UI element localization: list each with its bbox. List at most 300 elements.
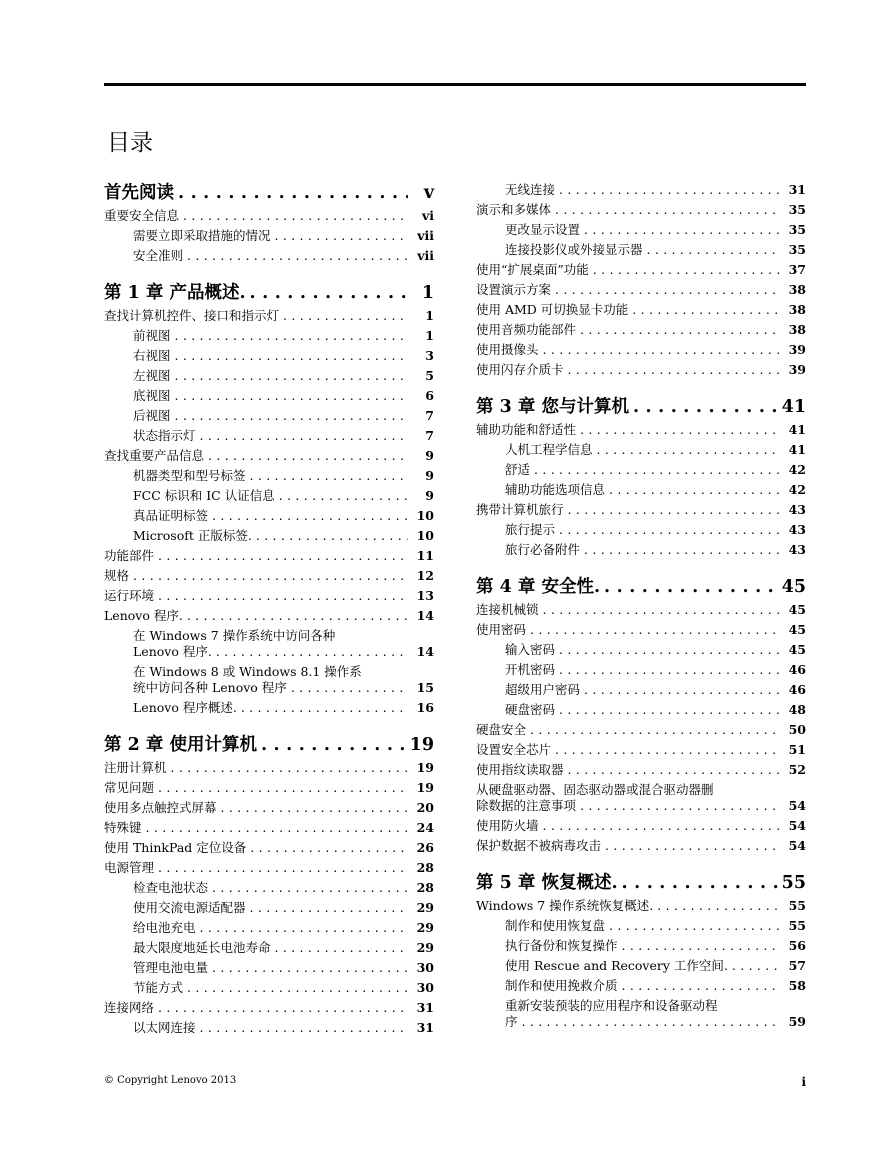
toc-entry[interactable] <box>476 720 806 740</box>
dot-leader <box>250 468 408 484</box>
dot-leader <box>158 780 408 796</box>
toc-page-number: 14 <box>416 644 434 659</box>
dot-leader <box>559 522 780 538</box>
toc-entry-text: 更改显示设置 <box>505 222 581 237</box>
toc-entry-text: 使用闪存介质卡 <box>476 362 564 377</box>
toc-page-number: 55 <box>788 918 806 933</box>
toc-entry-text: 状态指示灯 <box>133 428 196 443</box>
dot-leader <box>275 228 408 244</box>
dot-leader <box>632 302 780 318</box>
toc-entry[interactable] <box>476 440 806 460</box>
toc-page-number: 3 <box>425 348 434 363</box>
dot-leader <box>187 608 408 624</box>
toc-page-number: 41 <box>788 442 806 457</box>
dot-leader <box>584 682 780 698</box>
toc-page-number: 9 <box>425 488 434 503</box>
toc-page-number: 54 <box>788 838 806 853</box>
dot-leader <box>146 820 408 836</box>
toc-page-number: 20 <box>416 800 434 815</box>
dot-leader <box>291 680 408 696</box>
dot-leader <box>580 798 780 814</box>
toc-entry-text: 保护数据不被病毒攻击 <box>476 838 602 853</box>
toc-entry[interactable] <box>476 360 806 380</box>
toc-entry[interactable] <box>104 818 434 838</box>
toc-entry[interactable] <box>104 366 434 386</box>
dot-leader <box>158 860 408 876</box>
toc-entry-text: 规格 <box>104 568 130 583</box>
toc-entry[interactable] <box>104 938 434 958</box>
toc-entry-text: 输入密码 <box>505 642 556 657</box>
toc-page-number: 46 <box>788 682 806 697</box>
toc-entry[interactable] <box>104 326 434 346</box>
toc-page-number: 28 <box>416 860 434 875</box>
toc-entry[interactable] <box>476 200 806 220</box>
dot-leader <box>597 442 780 458</box>
toc-entry[interactable] <box>476 620 806 640</box>
toc-entry-text: Lenovo 程序. <box>133 644 212 659</box>
toc-entry[interactable] <box>476 896 806 916</box>
toc-entry-text: 舒适 <box>505 462 531 477</box>
toc-page-number: 31 <box>416 1000 434 1015</box>
dot-leader <box>175 328 408 344</box>
dot-leader <box>604 576 778 598</box>
toc-page-number: 7 <box>425 408 434 423</box>
dot-leader <box>568 502 780 518</box>
toc-chapter-entry[interactable] <box>476 574 806 600</box>
dot-leader <box>555 202 780 218</box>
dot-leader <box>633 396 778 418</box>
toc-entry[interactable] <box>476 780 806 816</box>
toc-page-number: 45 <box>781 577 806 597</box>
toc-entry[interactable] <box>476 500 806 520</box>
toc-page-number: 11 <box>416 548 434 563</box>
toc-entry[interactable] <box>104 978 434 998</box>
dot-leader <box>175 408 408 424</box>
toc-page-number: 48 <box>788 702 806 717</box>
toc-page-number: 38 <box>788 282 806 297</box>
toc-entry[interactable] <box>476 480 806 500</box>
dot-leader <box>580 322 780 338</box>
dot-leader <box>158 588 408 604</box>
toc-entry[interactable] <box>104 346 434 366</box>
toc-page-number: 37 <box>788 262 806 277</box>
toc-page-number: 31 <box>416 1020 434 1035</box>
toc-entry-text: 使用 AMD 可切换显卡功能 <box>476 302 629 317</box>
dot-leader <box>555 742 780 758</box>
dot-leader <box>543 602 780 618</box>
toc-entry[interactable] <box>104 878 434 898</box>
dot-leader <box>732 958 780 974</box>
toc-entry-text: 连接网络 <box>104 1000 155 1015</box>
toc-entry[interactable] <box>476 640 806 660</box>
toc-entry-text: 制作和使用恢复盘 <box>505 918 606 933</box>
toc-page-number: 1 <box>421 283 434 303</box>
toc-entry-text: 连接机械锁 <box>476 602 539 617</box>
toc-entry-text: 硬盘安全 <box>476 722 527 737</box>
toc-entry[interactable] <box>104 798 434 818</box>
toc-entry[interactable] <box>476 916 806 936</box>
dot-leader <box>241 700 408 716</box>
toc-entry[interactable] <box>104 918 434 938</box>
toc-entry-text: 辅助功能和舒适性 <box>476 422 577 437</box>
toc-entry-text-line1: 重新安装预装的应用程序和设备驱动程 <box>505 998 718 1013</box>
toc-entry[interactable] <box>476 280 806 300</box>
toc-page-number: 16 <box>416 700 434 715</box>
toc-page-number: 46 <box>788 662 806 677</box>
toc-entry-text: 使用“扩展桌面”功能 <box>476 262 589 277</box>
toc-entry[interactable] <box>476 816 806 836</box>
toc-entry-text: Lenovo 程序概述. <box>133 700 237 715</box>
toc-entry-text: 使用指纹读取器 <box>476 762 564 777</box>
dot-leader <box>250 900 408 916</box>
toc-page-number: 35 <box>788 202 806 217</box>
toc-page-number: v <box>423 183 434 203</box>
toc-entry-text: 第 4 章 安全性. <box>476 577 601 597</box>
toc-page-number: 19 <box>409 735 434 755</box>
dot-leader <box>200 428 408 444</box>
toc-entry-text: 第 5 章 恢复概述. <box>476 873 618 893</box>
toc-chapter-entry[interactable] <box>104 280 434 306</box>
toc-left-column <box>104 180 434 1038</box>
toc-page-number: 14 <box>416 608 434 623</box>
toc-entry-text: 管理电池电量 <box>133 960 209 975</box>
toc-entry[interactable] <box>104 406 434 426</box>
toc-page-number: 10 <box>416 508 434 523</box>
page-number: i <box>801 1075 806 1089</box>
toc-entry-text: 需要立即采取措施的情况 <box>133 228 271 243</box>
toc-entry-text-line1: 在 Windows 7 操作系统中访问各种 <box>133 628 336 643</box>
toc-entry[interactable] <box>104 246 434 266</box>
toc-entry-text: 重要安全信息 <box>104 208 180 223</box>
toc-page-number: 29 <box>416 900 434 915</box>
toc-entry[interactable] <box>476 420 806 440</box>
toc-entry[interactable] <box>476 180 806 200</box>
dot-leader <box>250 840 408 856</box>
toc-entry[interactable] <box>476 300 806 320</box>
dot-leader <box>568 762 780 778</box>
dot-leader <box>133 568 408 584</box>
toc-entry[interactable] <box>104 306 434 326</box>
copyright-notice: © Copyright Lenovo 2013 <box>104 1075 237 1086</box>
toc-page-number: 41 <box>781 397 806 417</box>
toc-entry-text: 检查电池状态 <box>133 880 209 895</box>
toc-entry-text: 人机工程学信息 <box>505 442 593 457</box>
toc-chapter-entry[interactable] <box>476 394 806 420</box>
toc-page-number: 39 <box>788 342 806 357</box>
toc-page-number: 13 <box>416 588 434 603</box>
toc-entry-text: 开机密码 <box>505 662 556 677</box>
toc-entry[interactable] <box>476 460 806 480</box>
toc-entry-text: 机器类型和型号标签 <box>133 468 246 483</box>
toc-entry-text: 以太网连接 <box>133 1020 196 1035</box>
toc-entry[interactable] <box>476 936 806 956</box>
dot-leader <box>559 642 780 658</box>
toc-entry-text: 除数据的注意事项 <box>476 798 577 813</box>
toc-entry-text: 旅行必备附件 <box>505 542 581 557</box>
toc-page-number: 7 <box>425 428 434 443</box>
toc-entry[interactable] <box>104 898 434 918</box>
toc-page-number: 28 <box>416 880 434 895</box>
dot-leader <box>261 734 406 756</box>
toc-page-number: 55 <box>788 898 806 913</box>
toc-page-number: vii <box>417 228 434 243</box>
toc-page-number: 12 <box>416 568 434 583</box>
toc-entry[interactable] <box>476 540 806 560</box>
dot-leader <box>530 622 780 638</box>
toc-page-number: 43 <box>788 522 806 537</box>
toc-entry[interactable] <box>476 320 806 340</box>
toc-entry[interactable] <box>476 976 806 996</box>
toc-page-number: 55 <box>781 873 806 893</box>
toc-page-number: 15 <box>416 680 434 695</box>
toc-entry[interactable] <box>476 740 806 760</box>
dot-leader <box>187 980 408 996</box>
toc-chapter-entry[interactable] <box>476 870 806 896</box>
toc-entry-text: 前视图 <box>133 328 171 343</box>
dot-leader <box>175 388 408 404</box>
dot-leader <box>158 548 408 564</box>
toc-entry[interactable] <box>104 446 434 466</box>
toc-entry-text: 使用摄像头 <box>476 342 539 357</box>
dot-leader <box>183 208 408 224</box>
dot-leader <box>175 348 408 364</box>
toc-entry-text: 执行备份和恢复操作 <box>505 938 618 953</box>
toc-entry[interactable] <box>104 958 434 978</box>
toc-entry-text: 电源管理 <box>104 860 155 875</box>
toc-page-number: 56 <box>788 938 806 953</box>
toc-entry[interactable] <box>104 506 434 526</box>
toc-page-number: 45 <box>788 602 806 617</box>
toc-page-number: 6 <box>425 388 434 403</box>
toc-page-number: vii <box>417 248 434 263</box>
toc-page-number: 59 <box>788 1014 806 1029</box>
dot-leader <box>580 422 780 438</box>
toc-entry-text: 节能方式 <box>133 980 184 995</box>
toc-entry-text: Lenovo 程序. <box>104 608 183 623</box>
toc-entry[interactable] <box>476 700 806 720</box>
toc-page-number: 51 <box>788 742 806 757</box>
dot-leader <box>559 182 780 198</box>
dot-leader <box>647 242 780 258</box>
toc-entry-text: Windows 7 操作系统恢复概述. <box>476 898 654 913</box>
toc-entry-text: 第 3 章 您与计算机 <box>476 397 629 417</box>
toc-page-number: 1 <box>425 308 434 323</box>
dot-leader <box>187 248 408 264</box>
toc-entry[interactable] <box>476 760 806 780</box>
dot-leader <box>522 1014 780 1030</box>
dot-leader <box>605 838 780 854</box>
toc-page-number: 58 <box>788 978 806 993</box>
toc-entry[interactable] <box>476 220 806 240</box>
toc-entry-text: 超级用户密码 <box>505 682 581 697</box>
dot-leader <box>622 938 780 954</box>
dot-leader <box>178 182 408 204</box>
toc-entry-text: 制作和使用挽救介质 <box>505 978 618 993</box>
toc-page-number: 9 <box>425 448 434 463</box>
dot-leader <box>543 818 780 834</box>
toc-entry[interactable] <box>104 206 434 226</box>
dot-leader <box>216 644 408 660</box>
toc-page-number: 35 <box>788 242 806 257</box>
toc-entry[interactable] <box>104 486 434 506</box>
dot-leader <box>559 702 780 718</box>
dot-leader <box>158 1000 408 1016</box>
toc-entry-text: 设置安全芯片 <box>476 742 552 757</box>
toc-entry-text: 左视图 <box>133 368 171 383</box>
dot-leader <box>622 872 778 894</box>
toc-entry-text: 后视图 <box>133 408 171 423</box>
toc-page-number: 45 <box>788 622 806 637</box>
toc-entry-text: 演示和多媒体 <box>476 202 552 217</box>
toc-entry[interactable] <box>104 626 434 662</box>
toc-page-number: 31 <box>788 182 806 197</box>
dot-leader <box>212 960 408 976</box>
page-title: 目录 <box>107 130 153 156</box>
toc-entry-text: 最大限度地延长电池寿命 <box>133 940 271 955</box>
toc-entry[interactable] <box>104 698 434 718</box>
toc-entry[interactable] <box>104 838 434 858</box>
toc-page-number: 10 <box>416 528 434 543</box>
toc-page-number: 38 <box>788 322 806 337</box>
toc-entry[interactable] <box>104 566 434 586</box>
toc-page-number: 52 <box>788 762 806 777</box>
toc-entry[interactable] <box>104 606 434 626</box>
toc-page-number: 35 <box>788 222 806 237</box>
dot-leader <box>568 362 780 378</box>
toc-entry[interactable] <box>104 426 434 446</box>
toc-entry[interactable] <box>476 340 806 360</box>
toc-entry-text: 查找计算机控件、接口和指示灯 <box>104 308 280 323</box>
toc-page-number: 24 <box>416 820 434 835</box>
toc-entry[interactable] <box>104 758 434 778</box>
dot-leader <box>584 542 780 558</box>
toc-entry[interactable] <box>476 600 806 620</box>
dot-leader <box>208 448 408 464</box>
toc-entry-text-line1: 在 Windows 8 或 Windows 8.1 操作系 <box>133 664 362 679</box>
toc-entry[interactable] <box>104 1018 434 1038</box>
toc-entry-text: 给电池充电 <box>133 920 196 935</box>
dot-leader <box>283 308 408 324</box>
dot-leader <box>593 262 780 278</box>
dot-leader <box>609 918 780 934</box>
toc-chapter-entry[interactable] <box>104 180 434 206</box>
toc-entry-text: 设置演示方案 <box>476 282 552 297</box>
dot-leader <box>200 1020 408 1036</box>
toc-entry-text: 使用交流电源适配器 <box>133 900 246 915</box>
toc-entry[interactable] <box>476 660 806 680</box>
toc-page-number: 45 <box>788 642 806 657</box>
dot-leader <box>555 282 780 298</box>
dot-leader <box>559 662 780 678</box>
toc-page-number: 50 <box>788 722 806 737</box>
toc-page-number: 26 <box>416 840 434 855</box>
toc-entry-text-line1: 从硬盘驱动器、固态驱动器或混合驱动器删 <box>476 782 714 797</box>
dot-leader <box>256 528 408 544</box>
toc-page-number: 42 <box>788 482 806 497</box>
dot-leader <box>609 482 780 498</box>
toc-entry-text: 使用音频功能部件 <box>476 322 577 337</box>
dot-leader <box>171 760 408 776</box>
toc-entry[interactable] <box>476 520 806 540</box>
toc-entry-text: 使用 ThinkPad 定位设备 <box>104 840 247 855</box>
toc-entry[interactable] <box>104 466 434 486</box>
toc-page-number: 30 <box>416 960 434 975</box>
toc-page-number: 54 <box>788 818 806 833</box>
toc-page-number: 43 <box>788 542 806 557</box>
toc-page-number: 41 <box>788 422 806 437</box>
toc-entry-text: 运行环境 <box>104 588 155 603</box>
toc-chapter-entry[interactable] <box>104 732 434 758</box>
toc-entry[interactable] <box>476 836 806 856</box>
dot-leader <box>175 368 408 384</box>
toc-entry-text: 安全准则 <box>133 248 184 263</box>
toc-entry[interactable] <box>104 662 434 698</box>
toc-entry-text: 使用防火墙 <box>476 818 539 833</box>
toc-entry[interactable] <box>104 226 434 246</box>
toc-entry[interactable] <box>104 778 434 798</box>
toc-entry-text: 携带计算机旅行 <box>476 502 564 517</box>
toc-entry-text: 连接投影仪或外接显示器 <box>505 242 643 257</box>
toc-page-number: 54 <box>788 798 806 813</box>
toc-entry[interactable] <box>476 996 806 1032</box>
toc-page-number: 57 <box>788 958 806 973</box>
dot-leader <box>275 940 408 956</box>
toc-entry-text: 旅行提示 <box>505 522 556 537</box>
toc-entry[interactable] <box>104 386 434 406</box>
toc-page-number: 42 <box>788 462 806 477</box>
toc-entry-text: 常见问题 <box>104 780 155 795</box>
toc-entry[interactable] <box>104 858 434 878</box>
toc-page-number: 1 <box>425 328 434 343</box>
toc-entry[interactable] <box>104 526 434 546</box>
toc-page-number: 5 <box>425 368 434 383</box>
toc-entry-text: 真品证明标签 <box>133 508 209 523</box>
dot-leader <box>657 898 780 914</box>
toc-entry-text: 右视图 <box>133 348 171 363</box>
toc-entry[interactable] <box>104 998 434 1018</box>
toc-entry[interactable] <box>104 586 434 606</box>
dot-leader <box>584 222 780 238</box>
dot-leader <box>250 282 408 304</box>
toc-page-number: vi <box>421 208 434 223</box>
toc-entry-text: 序 <box>505 1014 518 1029</box>
dot-leader <box>200 920 408 936</box>
dot-leader <box>212 508 408 524</box>
toc-page-number: 29 <box>416 940 434 955</box>
toc-page-number: 30 <box>416 980 434 995</box>
toc-entry-text: 无线连接 <box>505 182 556 197</box>
toc-entry-text: 底视图 <box>133 388 171 403</box>
toc-entry-text: 统中访问各种 Lenovo 程序 <box>133 680 287 695</box>
toc-entry-text: 使用密码 <box>476 622 527 637</box>
dot-leader <box>622 978 780 994</box>
toc-entry-text: 特殊键 <box>104 820 142 835</box>
toc-entry-text: 查找重要产品信息 <box>104 448 205 463</box>
toc-entry[interactable] <box>476 680 806 700</box>
toc-entry[interactable] <box>104 546 434 566</box>
toc-page-number: 43 <box>788 502 806 517</box>
toc-entry-text: Microsoft 正版标签. <box>133 528 252 543</box>
toc-entry[interactable] <box>476 260 806 280</box>
toc-page-number: 19 <box>416 780 434 795</box>
toc-entry-text: 第 1 章 产品概述. <box>104 283 246 303</box>
toc-entry[interactable] <box>476 240 806 260</box>
dot-leader <box>534 462 780 478</box>
toc-entry-text: 功能部件 <box>104 548 155 563</box>
toc-page-number: 39 <box>788 362 806 377</box>
toc-entry[interactable] <box>476 956 806 976</box>
dot-leader <box>212 880 408 896</box>
